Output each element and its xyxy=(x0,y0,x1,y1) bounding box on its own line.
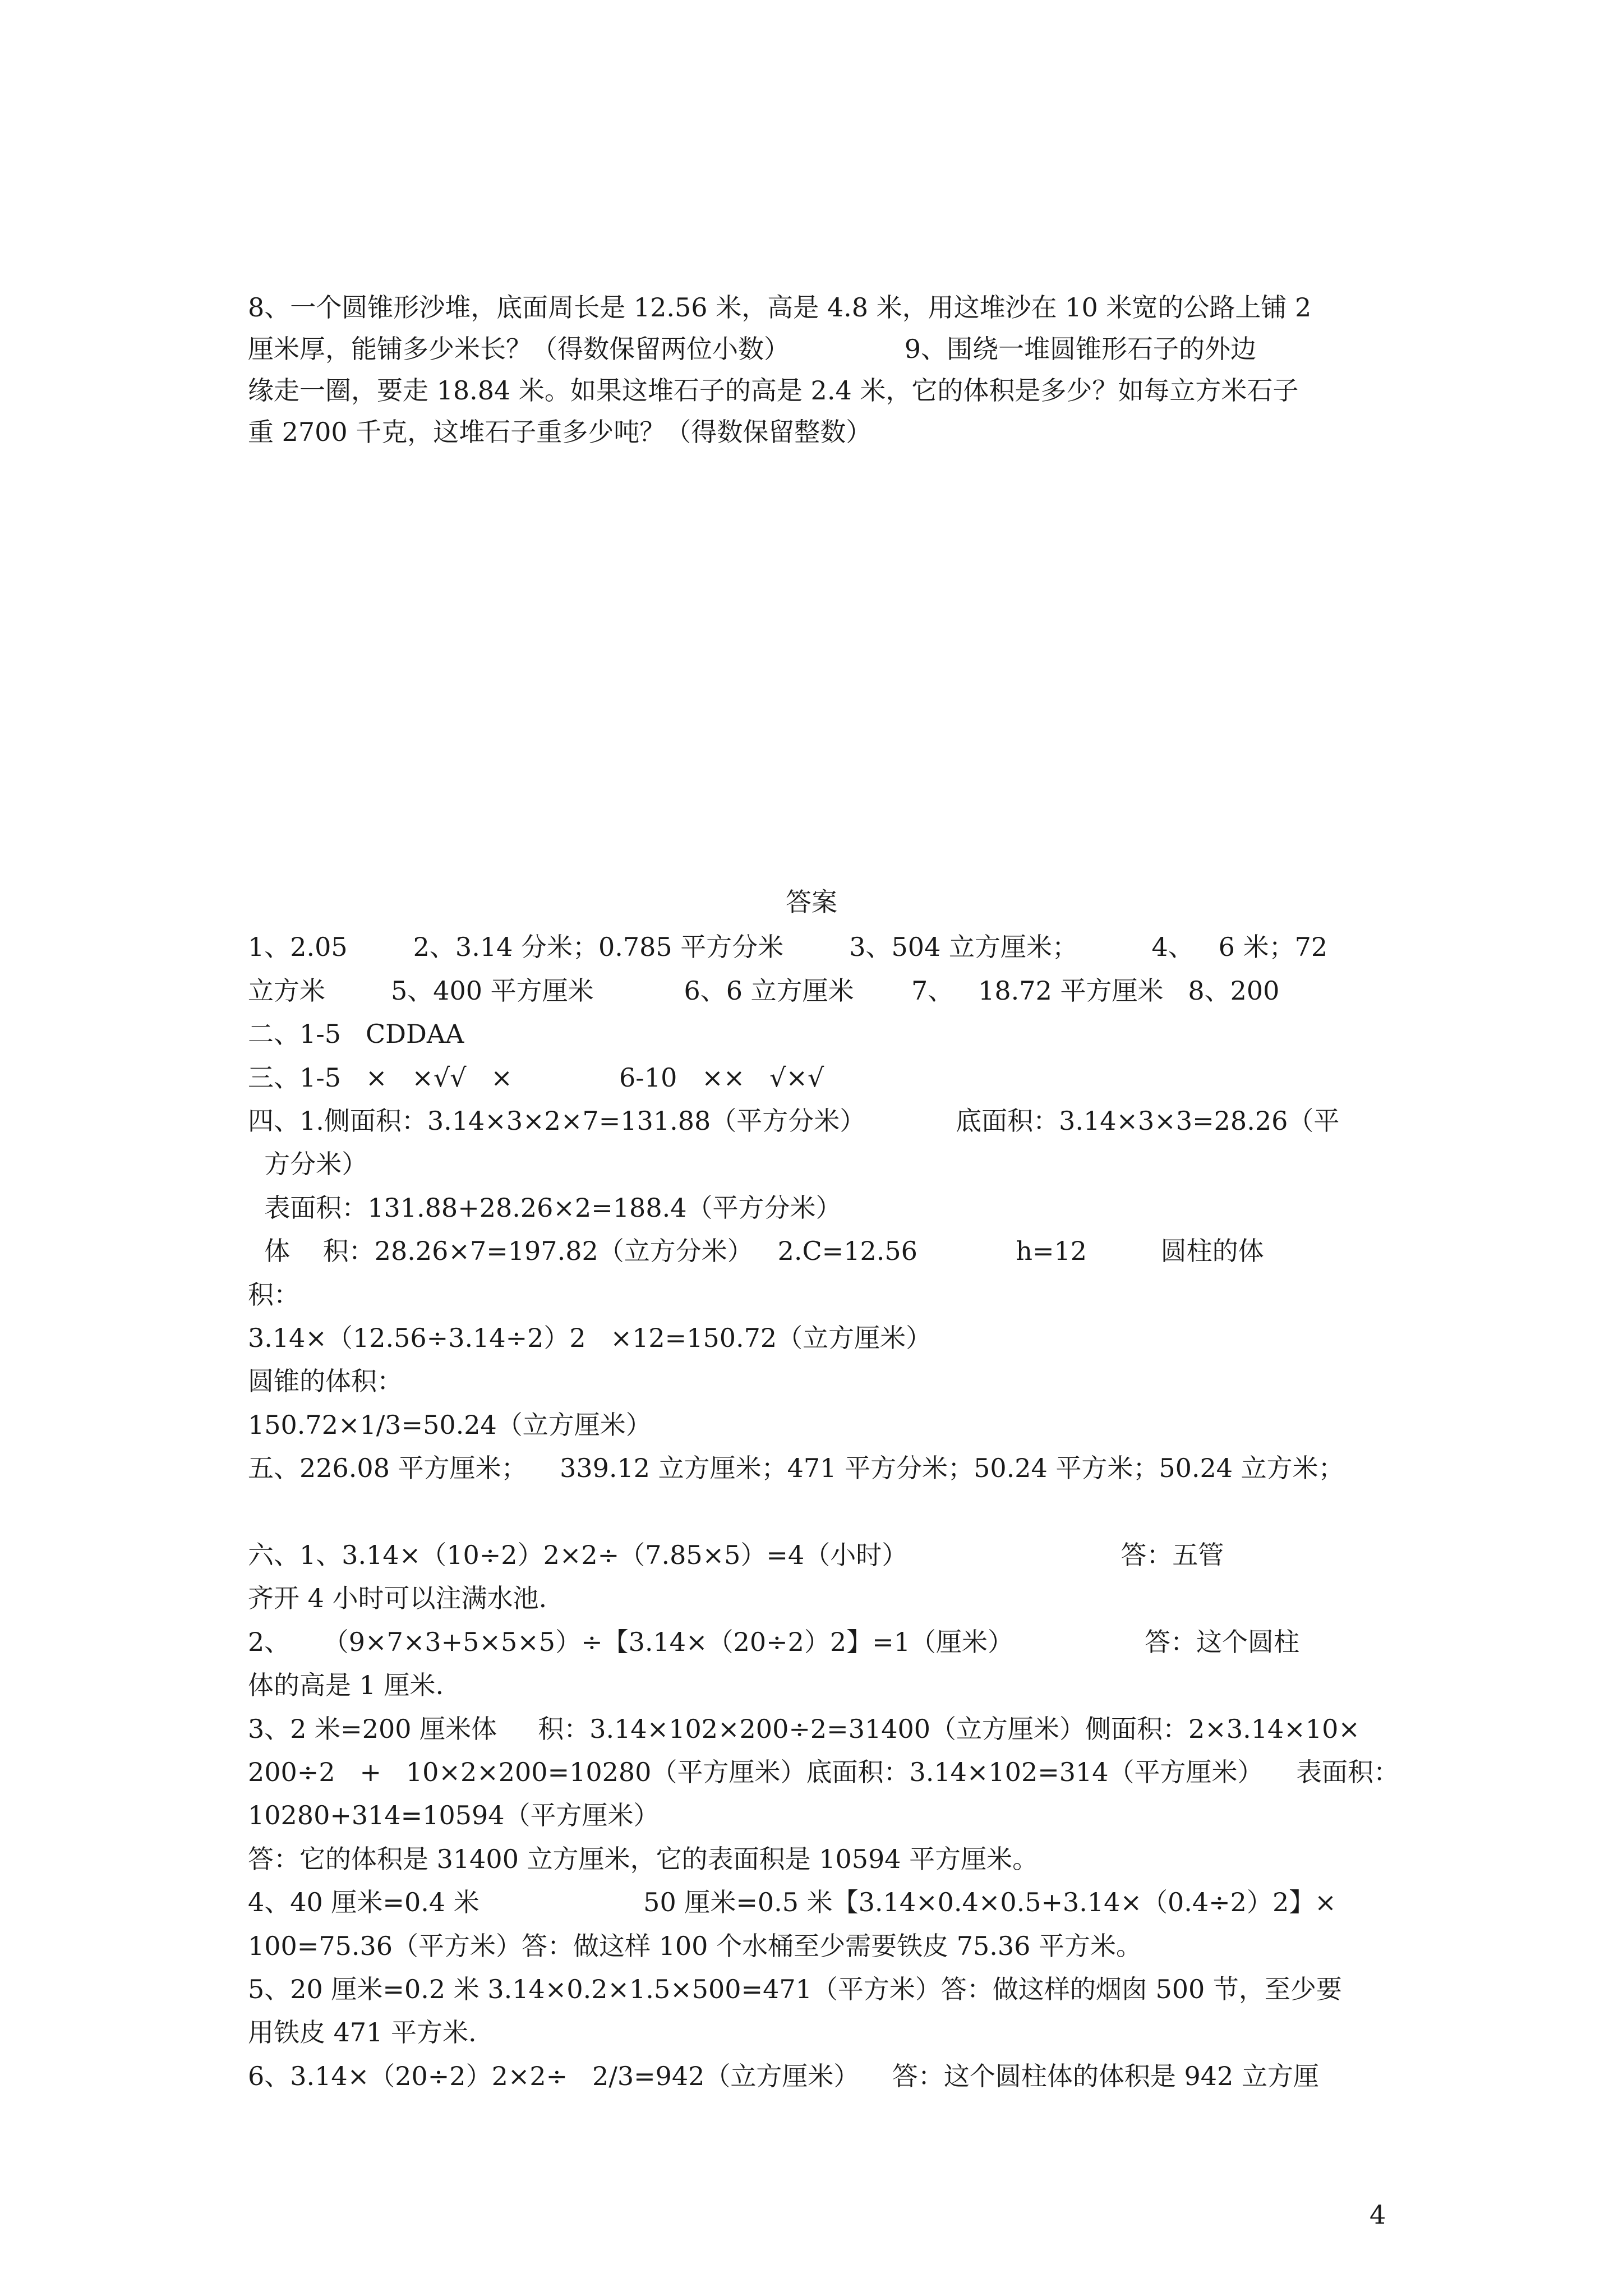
answers-title: 答案 xyxy=(786,887,837,917)
answer-line: 积： xyxy=(248,1280,299,1310)
answer-line: 用铁皮 471 平方米. xyxy=(248,2017,477,2047)
problem-line: 厘米厚，能铺多少米长？（得数保留两位小数） 9、围绕一堆圆锥形石子的外边 xyxy=(248,334,1256,364)
answer-line: 3.14×（12.56÷3.14÷2）2 ×12=150.72（立方厘米） xyxy=(248,1323,932,1353)
problem-line: 8、一个圆锥形沙堆，底面周长是 12.56 米，高是 4.8 米，用这堆沙在 10 米宽的公路上铺 2 xyxy=(248,292,1312,323)
answer-line: 体 积：28.26×7=197.82（立方分米） 2.C=12.56 h=12 圆柱的体 xyxy=(248,1236,1264,1266)
answer-line: 4、40 厘米=0.4 米 50 厘米=0.5 米【3.14×0.4×0.5+3.14×（0.4÷2）2】× xyxy=(248,1887,1336,1917)
answer-line: 六、1、3.14×（10÷2）2×2÷（7.85×5）=4（小时） 答：五管 xyxy=(248,1540,1224,1570)
answer-line: 答：它的体积是 31400 立方厘米，它的表面积是 10594 平方厘米。 xyxy=(248,1844,1039,1874)
answer-line: 10280+314=10594（平方厘米） xyxy=(248,1800,660,1830)
answer-line: 5、20 厘米=0.2 米 3.14×0.2×1.5×500=471（平方米）答：做这样的烟囱 500 节，至少要 xyxy=(248,1974,1342,2004)
answer-line: 三、1-5 × ×√√ × 6-10 ×× √×√ xyxy=(248,1062,824,1093)
answer-line: 立方米 5、400 平方厘米 6、6 立方厘米 7、 18.72 平方厘米 8、200 xyxy=(248,976,1280,1006)
problem-line: 重 2700 千克，这堆石子重多少吨？（得数保留整数） xyxy=(248,417,872,447)
answer-line: 3、2 米=200 厘米体 积：3.14×102×200÷2=31400（立方厘米）侧面积：2×3.14×10× xyxy=(248,1714,1360,1744)
answer-line: 100=75.36（平方米）答：做这样 100 个水桶至少需要铁皮 75.36 平方米。 xyxy=(248,1931,1142,1961)
answer-line: 五、226.08 平方厘米； 339.12 立方厘米；471 平方分米；50.24 平方米；50.24 立方米； xyxy=(248,1453,1344,1483)
answer-line: 方分米） xyxy=(248,1149,368,1179)
answer-line: 6、3.14×（20÷2）2×2÷ 2/3=942（立方厘米） 答：这个圆柱体的体积是 942 立方厘 xyxy=(248,2061,1319,2091)
answer-line: 圆锥的体积： xyxy=(248,1366,403,1396)
page-number: 4 xyxy=(1370,2200,1386,2230)
answer-line: 200÷2 + 10×2×200=10280（平方厘米）底面积：3.14×102=314（平方厘米） 表面积： xyxy=(248,1757,1400,1787)
answer-line: 1、2.05 2、3.14 分米；0.785 平方分米 3、504 立方厘米； 4、 6 米；72 xyxy=(248,932,1328,962)
answer-line: 表面积：131.88+28.26×2=188.4（平方分米） xyxy=(248,1193,842,1223)
answer-line: 150.72×1/3=50.24（立方厘米） xyxy=(248,1410,652,1440)
answer-line: 二、1-5 CDDAA xyxy=(248,1019,464,1049)
problem-line: 缘走一圈，要走 18.84 米。如果这堆石子的高是 2.4 米，它的体积是多少？如每立方米石子 xyxy=(248,375,1299,406)
answer-line: 2、 （9×7×3+5×5×5）÷【3.14×（20÷2）2】=1（厘米） 答：这个圆柱 xyxy=(248,1627,1299,1657)
answer-line: 体的高是 1 厘米. xyxy=(248,1670,444,1700)
answer-line: 齐开 4 小时可以注满水池. xyxy=(248,1583,547,1613)
answer-line: 四、1.侧面积：3.14×3×2×7=131.88（平方分米） 底面积：3.14×3×3=28.26（平 xyxy=(248,1106,1340,1136)
